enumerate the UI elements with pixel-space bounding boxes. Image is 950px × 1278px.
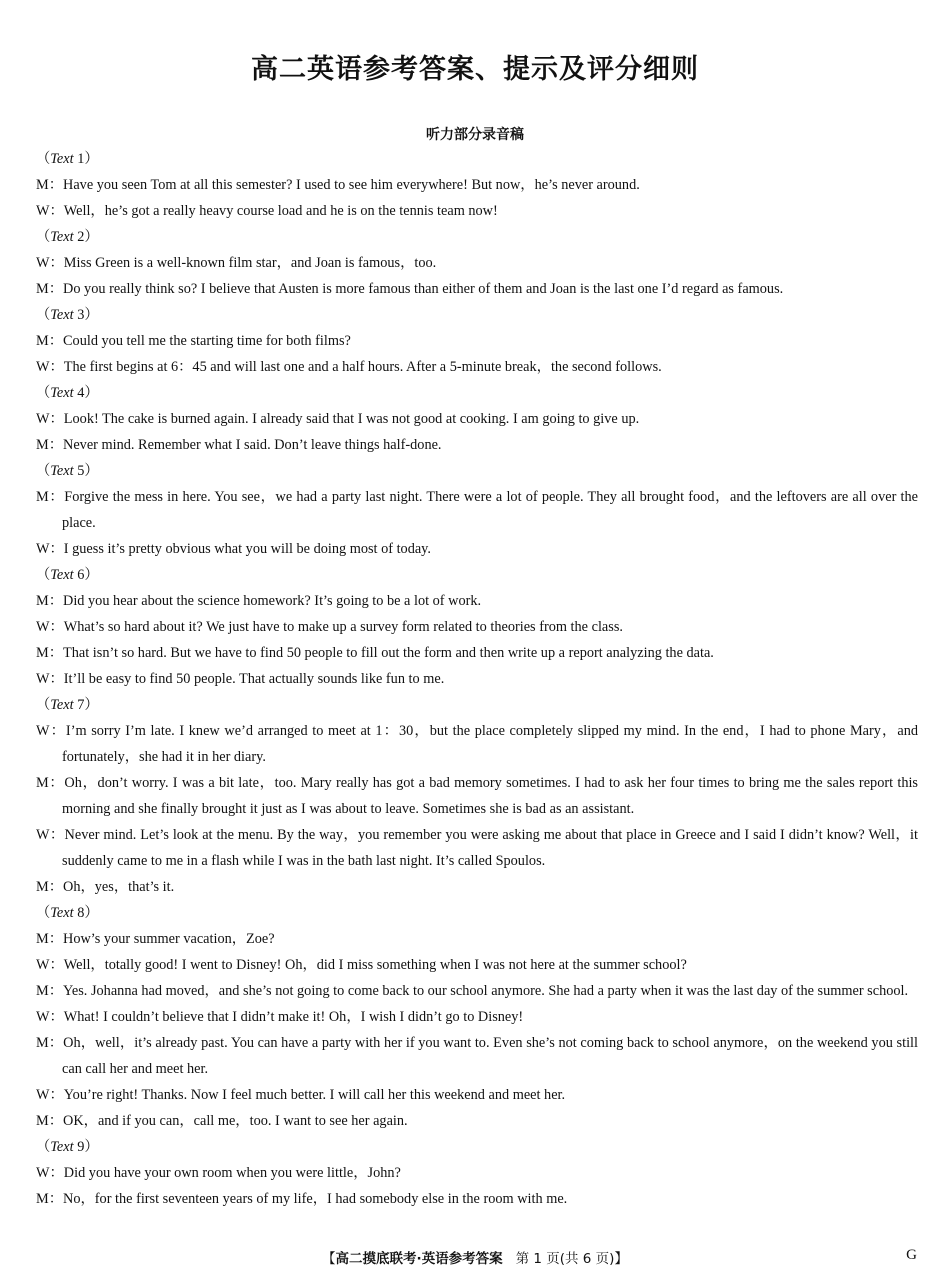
text-label: （Text 5） bbox=[36, 463, 99, 479]
dialogue-line: W：Never mind. Let’s look at the menu. By the way，you remember you were asking me about that place in Greece and I said I didn’t know? Well，it suddenly came to me in a flash while I was in the bath last night. It’s called Spoulos. bbox=[36, 827, 918, 869]
footer-page: 第 1 页(共 6 页) bbox=[515, 1251, 615, 1267]
text-label-number: 5 bbox=[77, 463, 85, 479]
text-label-word: Text bbox=[50, 151, 74, 167]
text-label-word: Text bbox=[50, 567, 74, 583]
dialogue-line: M：Oh，well，it’s already past. You can have a party with her if you want to. Even she’s not coming back to school anymore，on the weekend you still can call her and meet her. bbox=[36, 1035, 918, 1077]
dialogue-line: M：Forgive the mess in here. You see，we had a party last night. There were a lot of people. They all brought food，and the leftovers are all over the place. bbox=[36, 489, 918, 531]
transcript bbox=[36, 146, 918, 1212]
text-label-word: Text bbox=[50, 1139, 74, 1155]
text-label-number: 6 bbox=[77, 567, 85, 583]
text-label: （Text 4） bbox=[36, 385, 99, 401]
text-label-number: 7 bbox=[77, 697, 85, 713]
dialogue-line: W：You’re right! Thanks. Now I feel much better. I will call her this weekend and meet her. bbox=[36, 1087, 566, 1103]
text-label: （Text 8） bbox=[36, 905, 99, 921]
dialogue-line: W：It’ll be easy to find 50 people. That actually sounds like fun to me. bbox=[36, 671, 445, 687]
dialogue-line: M：No，for the first seventeen years of my life，I had somebody else in the room with me. bbox=[36, 1191, 568, 1207]
text-label-word: Text bbox=[50, 307, 74, 323]
dialogue-line: M：Do you really think so? I believe that Austen is more famous than either of them and Joan is the last one I’d regard as famous. bbox=[36, 281, 784, 297]
text-label-word: Text bbox=[50, 229, 74, 245]
text-label-number: 4 bbox=[77, 385, 85, 401]
text-label: （Text 2） bbox=[36, 229, 99, 245]
text-label-word: Text bbox=[50, 905, 74, 921]
text-label: （Text 9） bbox=[36, 1139, 99, 1155]
text-label-number: 9 bbox=[77, 1139, 85, 1155]
dialogue-line: M：Have you seen Tom at all this semester? I used to see him everywhere! But now，he’s never around. bbox=[36, 177, 640, 193]
version-letter: G bbox=[906, 1247, 917, 1263]
text-label-word: Text bbox=[50, 385, 74, 401]
dialogue-line: W：Look! The cake is burned again. I already said that I was not good at cooking. I am going to give up. bbox=[36, 411, 640, 427]
footer-bracket-close: 】 bbox=[614, 1251, 628, 1267]
dialogue-line: M：Oh，yes，that’s it. bbox=[36, 879, 175, 895]
dialogue-line: W：Well，he’s got a really heavy course load and he is on the tennis team now! bbox=[36, 203, 498, 219]
dialogue-line: M：OK，and if you can，call me，too. I want to see her again. bbox=[36, 1113, 408, 1129]
text-label-number: 3 bbox=[77, 307, 85, 323]
footer-bracket-open: 【 bbox=[322, 1251, 336, 1267]
dialogue-line: M：How’s your summer vacation，Zoe? bbox=[36, 931, 275, 947]
dialogue-line: W：Miss Green is a well-known film star，and Joan is famous，too. bbox=[36, 255, 437, 271]
dialogue-line: M：Did you hear about the science homework? It’s going to be a lot of work. bbox=[36, 593, 482, 609]
footer-subject: 英语参考答案 bbox=[421, 1251, 503, 1267]
dialogue-line: W：I guess it’s pretty obvious what you will be doing most of today. bbox=[36, 541, 431, 557]
dialogue-line: W：Did you have your own room when you were little，John? bbox=[36, 1165, 401, 1181]
dialogue-line: W：Well，totally good! I went to Disney! Oh，did I miss something when I was not here at the summer school? bbox=[36, 957, 687, 973]
text-label: （Text 7） bbox=[36, 697, 99, 713]
text-label-number: 2 bbox=[77, 229, 85, 245]
dialogue-line: M：Oh，don’t worry. I was a bit late，too. Mary really has got a bad memory sometimes. I had to ask her four times to bring me the sales report this morning and she finally brought it just as I was about to leave. Sometimes she is bad as an assistant. bbox=[36, 775, 918, 817]
dialogue-line: M：Yes. Johanna had moved，and she’s not going to come back to our school anymore. She had a party when it was the last day of the summer school. bbox=[36, 983, 909, 999]
text-label-word: Text bbox=[50, 697, 74, 713]
dialogue-line: W：What! I couldn’t believe that I didn’t make it! Oh，I wish I didn’t go to Disney! bbox=[36, 1009, 524, 1025]
text-label-number: 8 bbox=[77, 905, 85, 921]
dialogue-line: W：The first begins at 6：45 and will last one and a half hours. After a 5-minute break，the second follows. bbox=[36, 359, 662, 375]
page-footer bbox=[0, 1247, 950, 1267]
text-label-number: 1 bbox=[77, 151, 85, 167]
text-label: （Text 3） bbox=[36, 307, 99, 323]
text-label-word: Text bbox=[50, 463, 74, 479]
dialogue-line: M：Could you tell me the starting time for both films? bbox=[36, 333, 351, 349]
dialogue-line: W：What’s so hard about it? We just have to make up a survey form related to theories from the class. bbox=[36, 619, 623, 635]
footer-dot: · bbox=[416, 1251, 422, 1267]
section-subtitle: 听力部分录音稿 bbox=[426, 127, 524, 143]
footer-exam: 高二摸底联考 bbox=[335, 1251, 417, 1267]
dialogue-line: W：I’m sorry I’m late. I knew we’d arranged to meet at 1：30，but the place completely slipped my mind. In the end，I had to phone Mary，and fortunately，she had it in her diary. bbox=[36, 723, 918, 765]
text-label: （Text 6） bbox=[36, 567, 99, 583]
dialogue-line: M：That isn’t so hard. But we have to find 50 people to fill out the form and then write up a report analyzing the data. bbox=[36, 645, 714, 661]
dialogue-line: M：Never mind. Remember what I said. Don’t leave things half-done. bbox=[36, 437, 442, 453]
text-label: （Text 1） bbox=[36, 151, 99, 167]
page-title: 高二英语参考答案、提示及评分细则 bbox=[251, 54, 699, 85]
